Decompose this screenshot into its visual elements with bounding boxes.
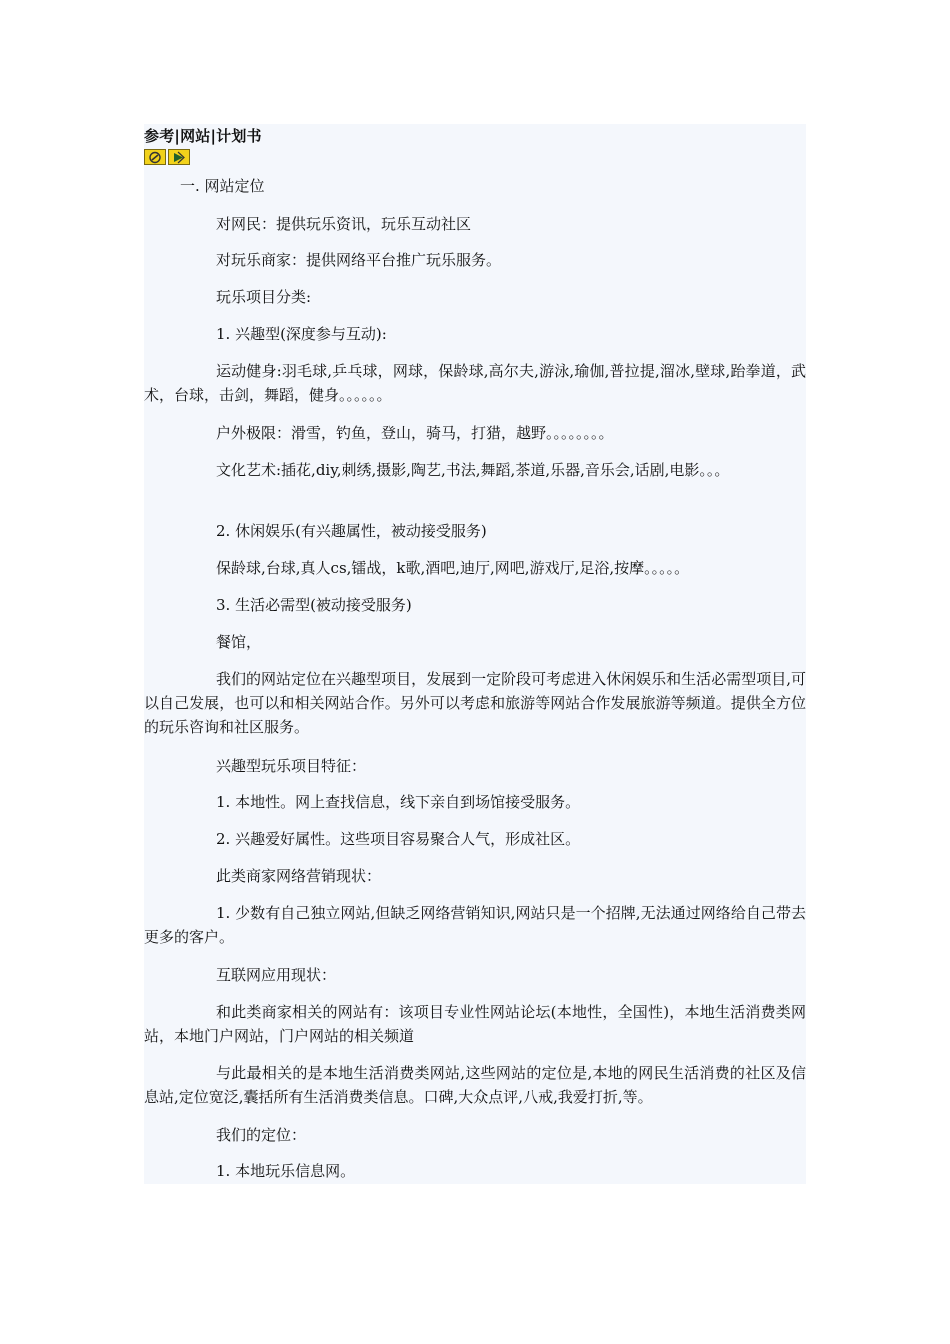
paragraph: 保龄球,台球,真人cs,镭战，k歌,酒吧,迪厅,网吧,游戏厅,足浴,按摩。。。。。 [216,559,690,577]
paragraph: 户外极限：滑雪，钓鱼，登山，骑马，打猎，越野。。。。。。。。 [216,424,614,442]
document-title: 参考|网站|计划书 [144,127,262,145]
paragraph: 1. 本地性。网上查找信息，线下亲自到场馆接受服务。 [216,793,581,811]
paragraph: 2. 兴趣爱好属性。这些项目容易聚合人气，形成社区。 [216,830,581,848]
paragraph: 2. 休闲娱乐(有兴趣属性，被动接受服务) [216,522,487,540]
paragraph: 一. 网站定位 [180,177,265,195]
paragraph: 与此最相关的是本地生活消费类网站,这些网站的定位是,本地的网民生活消费的社区及信息站,定位宽泛,囊括所有生活消费类信息。口碑,大众点评,八戒,我爱打折,等。 [144,1064,806,1106]
paragraph: 玩乐项目分类: [216,288,312,306]
arrow-icon[interactable] [168,149,190,165]
paragraph: 对网民：提供玩乐资讯，玩乐互动社区 [216,215,472,233]
paragraph: 1. 本地玩乐信息网。 [216,1162,356,1180]
paragraph: 3. 生活必需型(被动接受服务) [216,596,412,614]
toolbar-icons [144,149,190,167]
paragraph: 对玩乐商家：提供网络平台推广玩乐服务。 [216,251,502,269]
paragraph: 1. 少数有自己独立网站,但缺乏网络营销知识,网站只是一个招牌,无法通过网络给自己带去更多的客户。 [144,904,806,946]
paragraph: 餐馆， [216,633,262,651]
edit-icon[interactable] [144,149,166,165]
paragraph: 互联网应用现状： [216,966,337,984]
paragraph: 我们的定位： [216,1126,307,1144]
paragraph: 文化艺术:插花,diy,刺绣,摄影,陶艺,书法,舞蹈,茶道,乐器,音乐会,话剧,电影。。。 [216,461,730,479]
paragraph: 运动健身:羽毛球,乒乓球，网球，保龄球,高尔夫,游泳,瑜伽,普拉提,溜冰,壁球,跆拳道，武术，台球，击剑，舞蹈，健身。。。。。。 [144,362,806,404]
paragraph: 此类商家网络营销现状： [216,867,382,885]
document-page [144,124,806,1184]
paragraph: 我们的网站定位在兴趣型项目，发展到一定阶段可考虑进入休闲娱乐和生活必需型项目,可以自己发展，也可以和相关网站合作。另外可以考虑和旅游等网站合作发展旅游等频道。提供全方位的玩乐咨询和社区服务。 [144,670,806,736]
paragraph: 兴趣型玩乐项目特征： [216,757,367,775]
paragraph: 1. 兴趣型(深度参与互动): [216,325,387,343]
paragraph: 和此类商家相关的网站有：该项目专业性网站论坛(本地性，全国性)，本地生活消费类网站，本地门户网站，门户网站的相关频道 [144,1003,806,1045]
